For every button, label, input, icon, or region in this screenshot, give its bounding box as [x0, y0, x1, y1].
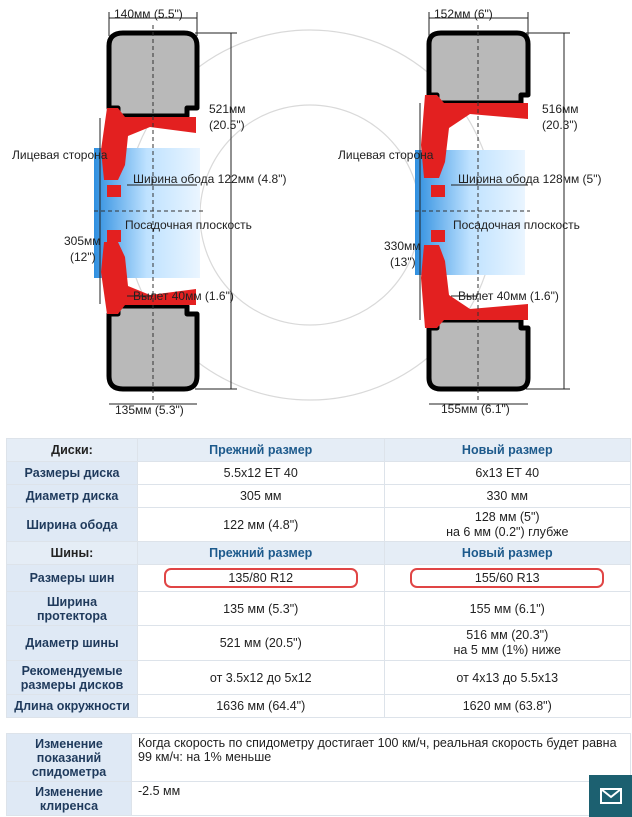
cell-new: [384, 565, 631, 592]
cell-old: [138, 565, 385, 592]
old-rim-diameter-in-label: (12"): [70, 250, 96, 264]
row-label: Изменение показаний спидометра: [7, 734, 132, 782]
row-label: Диаметр шины: [7, 626, 138, 661]
table-row: [7, 508, 631, 542]
cell-new: 6x13 ET 40: [384, 462, 631, 485]
cell-old: 1636 мм (64.4"): [138, 695, 385, 718]
row-label: Изменение клиренса: [7, 782, 132, 816]
old-rim-width-label: Ширина обода 122мм (4.8"): [133, 172, 287, 186]
tire-size-row: [7, 565, 631, 592]
row-label: Диаметр диска: [7, 485, 138, 508]
table-row: [7, 734, 631, 782]
row-label: Размеры шин: [7, 565, 138, 592]
table-row: [7, 592, 631, 626]
cell-old: 521 мм (20.5"): [138, 626, 385, 661]
old-top-width-label: 140мм (5.5"): [114, 7, 183, 21]
row-text: Когда скорость по спидометру достигает 100 км/ч, реальная скорость будет равна 99 км/ч: на 1% меньше: [132, 734, 631, 782]
table-row: [7, 695, 631, 718]
cell-old: от 3.5x12 до 5x12: [138, 661, 385, 695]
cell-old: 5.5x12 ET 40: [138, 462, 385, 485]
cell-new-value: 128 мм (5"): [474, 509, 540, 524]
cell-old: 305 мм: [138, 485, 385, 508]
tires-header-label: Шины:: [7, 542, 138, 565]
rims-header-old: Прежний размер: [138, 439, 385, 462]
old-spoke-upper: [107, 185, 121, 197]
table-row: [7, 462, 631, 485]
mail-button[interactable]: [589, 775, 632, 817]
old-face-side-label: Лицевая сторона: [12, 148, 108, 162]
comparison-table: [6, 438, 631, 718]
tires-header-row: [7, 542, 631, 565]
rims-header-new: Новый размер: [384, 439, 631, 462]
cell-new: 1620 мм (63.8"): [384, 695, 631, 718]
new-spoke-upper: [431, 185, 445, 197]
cell-new: [384, 508, 631, 542]
old-wheel: [94, 12, 237, 404]
new-rim-diameter-mm-label: 330мм: [384, 239, 421, 253]
old-tire-diameter-mm-label: 521мм: [209, 102, 246, 116]
new-spoke-lower: [431, 230, 445, 242]
envelope-icon: [600, 788, 622, 804]
row-text: -2.5 мм: [132, 782, 631, 816]
cell-new: 155 мм (6.1"): [384, 592, 631, 626]
row-label: Размеры диска: [7, 462, 138, 485]
tires-header-old: Прежний размер: [138, 542, 385, 565]
old-rim-diameter-mm-label: 305мм: [64, 234, 101, 248]
rims-header-label: Диски:: [7, 439, 138, 462]
table-row: [7, 485, 631, 508]
new-face-side-label: Лицевая сторона: [338, 148, 434, 162]
table-row: [7, 661, 631, 695]
new-tire-diameter-mm-label: 516мм: [542, 102, 579, 116]
cell-new: [384, 626, 631, 661]
new-mount-plane-label: Посадочная плоскость: [453, 218, 580, 232]
row-label: Длина окружности: [7, 695, 138, 718]
new-tire-diameter-in-label: (20.3"): [542, 118, 578, 132]
new-tire-size-highlight: 155/60 R13: [410, 568, 604, 588]
new-offset-label: Вылет 40мм (1.6"): [458, 289, 559, 303]
new-rim-diameter-in-label: (13"): [390, 255, 416, 269]
rims-header-row: [7, 439, 631, 462]
table-row: [7, 626, 631, 661]
cell-new-note: на 5 мм (1%) ниже: [453, 643, 561, 657]
old-bottom-width-label: 135мм (5.3"): [115, 403, 184, 417]
row-label: Ширина протектора: [7, 592, 138, 626]
cell-new: от 4x13 до 5.5x13: [384, 661, 631, 695]
cell-new-value: 516 мм (20.3"): [466, 628, 549, 642]
old-tire-diameter-in-label: (20.5"): [209, 118, 245, 132]
changes-table: [6, 733, 631, 816]
new-wheel: [415, 12, 570, 404]
new-bottom-width-label: 155мм (6.1"): [441, 402, 510, 416]
old-offset-label: Вылет 40мм (1.6"): [133, 289, 234, 303]
cell-old: 135 мм (5.3"): [138, 592, 385, 626]
new-top-width-label: 152мм (6"): [434, 7, 493, 21]
new-rim-width-label: Ширина обода 128мм (5"): [458, 172, 602, 186]
old-mount-plane-label: Посадочная плоскость: [125, 218, 252, 232]
table-row: [7, 782, 631, 816]
old-tire-size-highlight: 135/80 R12: [164, 568, 358, 588]
cell-new-note: на 6 мм (0.2") глубже: [446, 524, 569, 539]
cell-new: 330 мм: [384, 485, 631, 508]
row-label: Рекомендуемые размеры дисков: [7, 661, 138, 695]
tires-header-new: Новый размер: [384, 542, 631, 565]
cell-old: 122 мм (4.8"): [138, 508, 385, 542]
old-spoke-lower: [107, 230, 121, 242]
row-label: Ширина обода: [7, 508, 138, 542]
